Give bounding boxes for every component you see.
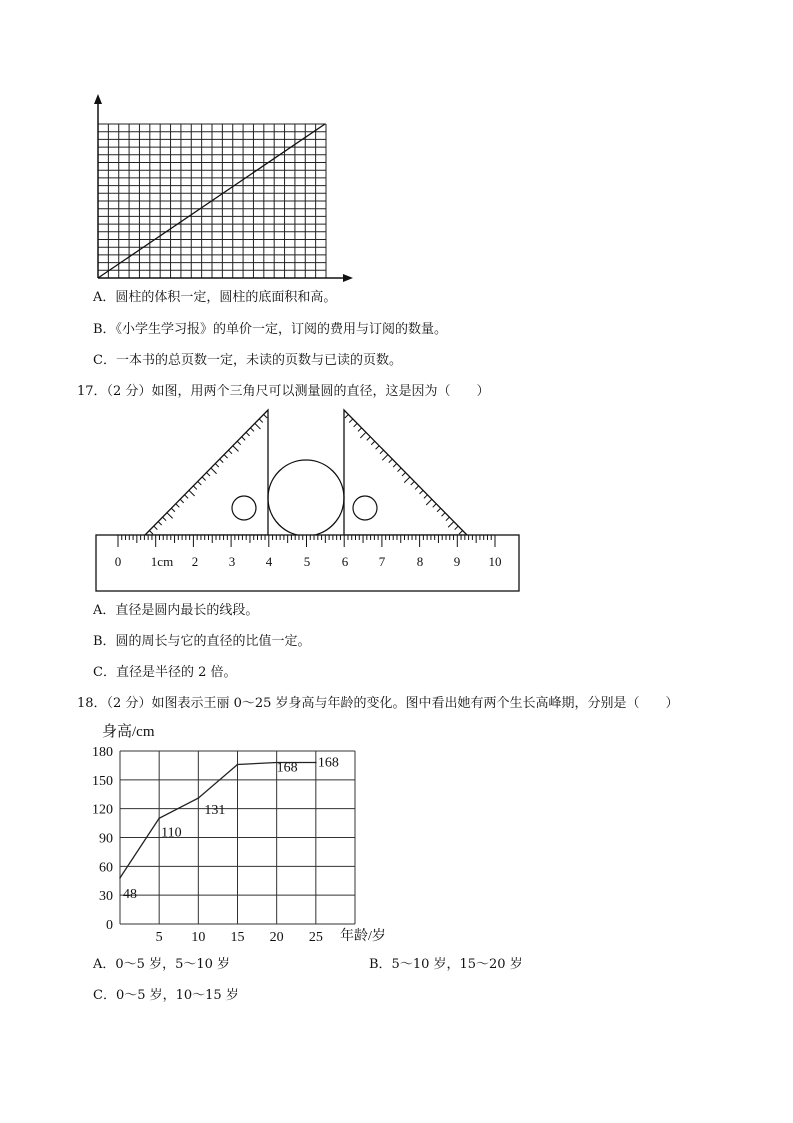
- chart-y-tick-label: 120: [92, 802, 113, 818]
- chart-xlabel: 年龄/岁: [340, 929, 386, 944]
- chart-data-label: 110: [161, 825, 182, 841]
- q17-ruler-figure: [90, 405, 530, 597]
- ruler-label-8: 8: [416, 554, 424, 569]
- chart-point: [315, 762, 317, 764]
- q16-x-arrow: [343, 274, 353, 282]
- q18-option-b[interactable]: B．5～10 岁，15～20 岁: [369, 957, 523, 972]
- ruler-label-9: 9: [453, 554, 461, 569]
- chart-point: [237, 764, 239, 766]
- chart-data-label: 131: [204, 803, 226, 819]
- chart-point: [198, 797, 200, 799]
- ruler-label-2: 2: [191, 554, 199, 569]
- chart-point: [158, 817, 160, 819]
- ruler-label-3: 3: [228, 554, 236, 569]
- q18-height-chart: [70, 718, 410, 950]
- chart-x-tick-label: 15: [230, 930, 245, 945]
- q17-option-b[interactable]: B．圆的周长与它的直径的比值一定。: [93, 634, 311, 649]
- chart-point: [119, 877, 121, 879]
- chart-data-label: 168: [276, 760, 298, 776]
- q16-option-c[interactable]: C．一本书的总页数一定，未读的页数与已读的页数。: [93, 353, 402, 368]
- ruler-label-6: 6: [341, 554, 349, 569]
- q18-stem: 18．（2 分）如图表示王丽 0～25 岁身高与年龄的变化。图中看出她有两个生长高峰期，分别是（ ）: [77, 696, 679, 711]
- q17-option-c[interactable]: C．直径是半径的 2 倍。: [93, 665, 237, 680]
- chart-series: [119, 762, 316, 879]
- chart-y-tick-label: 60: [99, 860, 113, 876]
- q16-grid-figure: [85, 90, 365, 285]
- chart-grid: [120, 751, 355, 924]
- chart-x-tick-label: 5: [155, 930, 163, 945]
- ruler-label-1: 1cm: [150, 554, 174, 569]
- q17-option-a[interactable]: A．直径是圆内最长的线段。: [93, 603, 259, 618]
- q18-option-c[interactable]: C．0～5 岁，10～15 岁: [93, 988, 239, 1003]
- chart-x-tick-label: 20: [269, 930, 284, 945]
- chart-y-tick-label: 180: [92, 745, 113, 760]
- chart-y-tick-label: 150: [92, 773, 113, 789]
- chart-y-tick-label: 30: [99, 889, 113, 905]
- chart-ylabel: 身高/cm: [102, 724, 155, 740]
- q17-stem: 17．（2 分）如图，用两个三角尺可以测量圆的直径，这是因为（ ）: [77, 384, 490, 399]
- chart-y-tick-label: 90: [99, 831, 113, 847]
- ruler-label-0: 0: [114, 554, 122, 569]
- chart-x-tick-label: 25: [308, 930, 323, 945]
- chart-data-labels: [123, 756, 339, 902]
- chart-x-tick-label: 10: [191, 930, 206, 945]
- ruler-label-7: 7: [378, 554, 386, 569]
- ruler-label-4: 4: [265, 554, 273, 569]
- chart-y-tick-label: 0: [106, 918, 113, 933]
- measured-circle: [268, 460, 344, 536]
- q18-option-a[interactable]: A．0～5 岁，5～10 岁: [93, 957, 231, 972]
- q16-y-arrow: [94, 94, 102, 104]
- q16-option-b[interactable]: B．《小学生学习报》的单价一定，订阅的费用与订阅的数量。: [93, 322, 448, 337]
- q16-option-a[interactable]: A．圆柱的体积一定，圆柱的底面积和高。: [93, 290, 337, 305]
- chart-data-label: 168: [317, 755, 339, 771]
- ruler-label-10: 10: [488, 554, 502, 569]
- chart-data-label: 48: [123, 886, 137, 902]
- ruler-label-5: 5: [303, 554, 311, 569]
